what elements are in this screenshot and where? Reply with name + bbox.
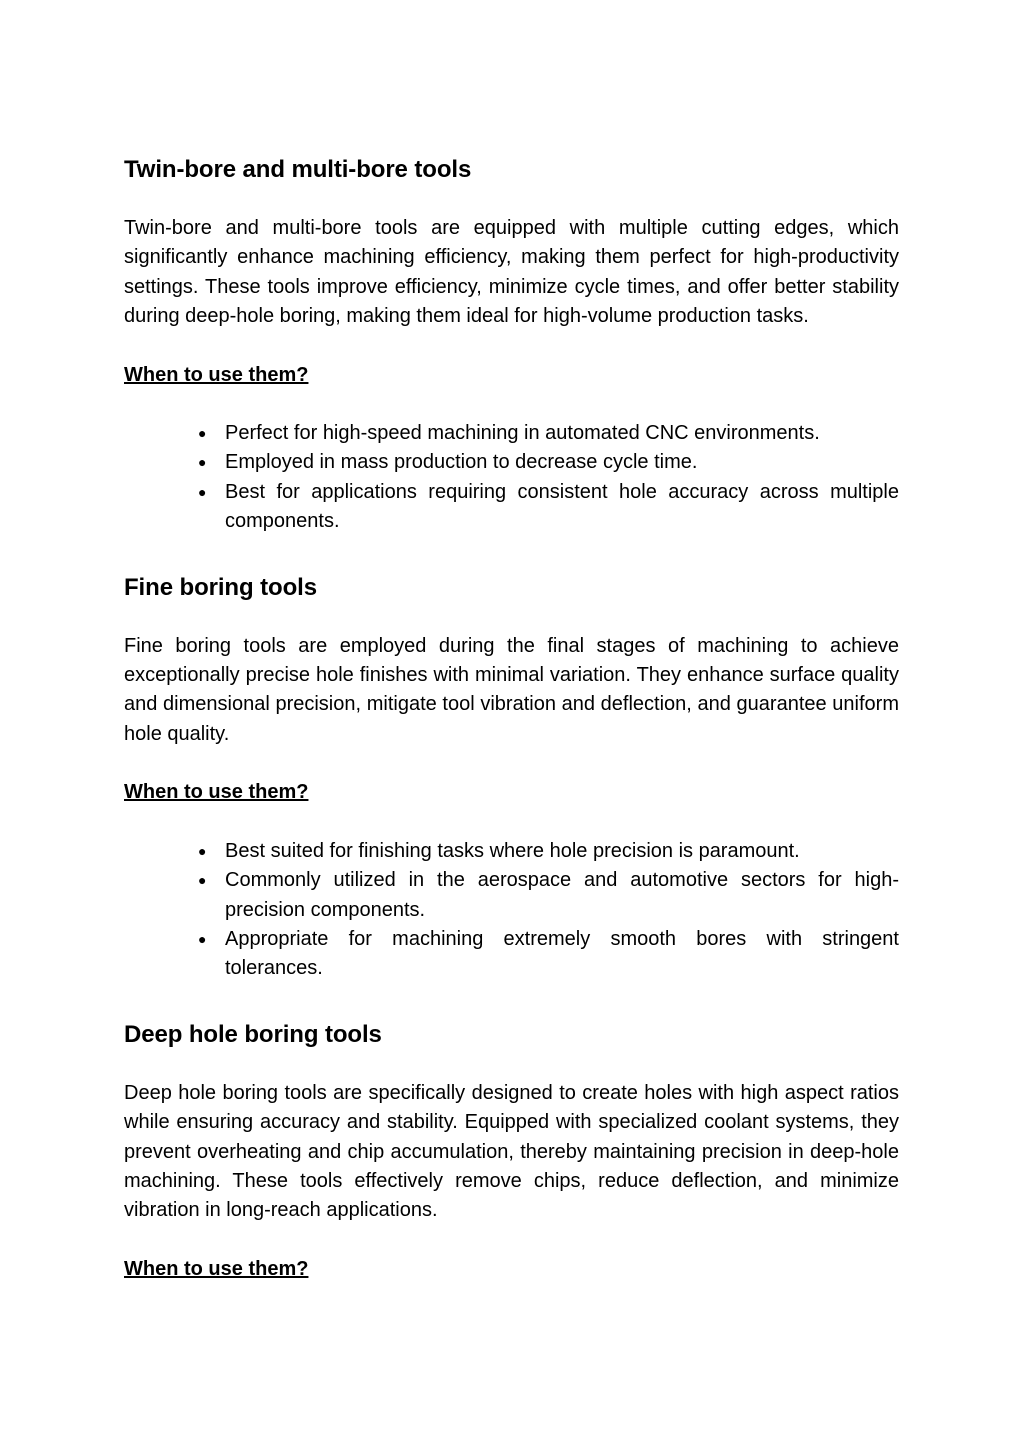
bullet-text: Perfect for high-speed machining in automated CNC environments. <box>225 422 820 445</box>
bullet-icon: ● <box>198 930 207 947</box>
bullet-text: Best for applications requiring consistent hole accuracy across multiple components. <box>225 480 899 533</box>
bullet-item <box>198 448 899 477</box>
section-paragraph: Fine boring tools are employed during the final stages of machining to achieve exceptionally precise hole finishes with minimal variation. They enhance surface quality and dimensional precision, mitigate tool vibration and deflection, and guarantee uniform hole quality. <box>124 634 899 745</box>
section-heading: Deep hole boring tools <box>124 1020 382 1048</box>
when-to-use-subheading: When to use them? <box>124 363 309 386</box>
bullet-icon: ● <box>198 842 207 859</box>
bullet-icon: ● <box>198 454 207 471</box>
document-page <box>124 150 899 1284</box>
section-heading: Twin-bore and multi-bore tools <box>124 156 472 183</box>
section-heading: Fine boring tools <box>124 573 317 601</box>
bullet-text: Employed in mass production to decrease cycle time. <box>225 451 698 474</box>
bullet-item <box>198 478 899 537</box>
bullet-list <box>124 419 899 537</box>
bullet-icon: ● <box>198 483 207 500</box>
bullet-list <box>124 837 899 984</box>
bullet-item <box>198 419 899 448</box>
section-paragraph: Twin-bore and multi-bore tools are equipped with multiple cutting edges, which significantly enhance machining efficiency, making them perfect for high-productivity settings. These tools improve efficiency, minimize cycle times, and offer better stability during deep-hole boring, making them ideal for high-volume production tasks. <box>124 217 899 328</box>
bullet-item <box>198 837 899 866</box>
bullet-icon: ● <box>198 872 207 889</box>
bullet-item <box>198 925 899 984</box>
bullet-item <box>198 866 899 925</box>
bullet-text: Best suited for finishing tasks where hole precision is paramount. <box>225 839 800 862</box>
bullet-icon: ● <box>198 425 207 442</box>
bullet-text: Appropriate for machining extremely smooth bores with stringent tolerances. <box>225 927 899 980</box>
bullet-text: Commonly utilized in the aerospace and automotive sectors for high-precision components. <box>225 869 899 921</box>
section-paragraph: Deep hole boring tools are specifically designed to create holes with high aspect ratios while ensuring accuracy and stability. Equipped with specialized coolant systems, they prevent overheating and chip accumulation, thereby maintaining precision in deep-hole machining. These tools effectively remove chips, reduce deflection, and minimize vibration in long-reach applications. <box>124 1081 899 1222</box>
when-to-use-subheading: When to use them? <box>124 1257 309 1280</box>
when-to-use-subheading: When to use them? <box>124 781 309 804</box>
